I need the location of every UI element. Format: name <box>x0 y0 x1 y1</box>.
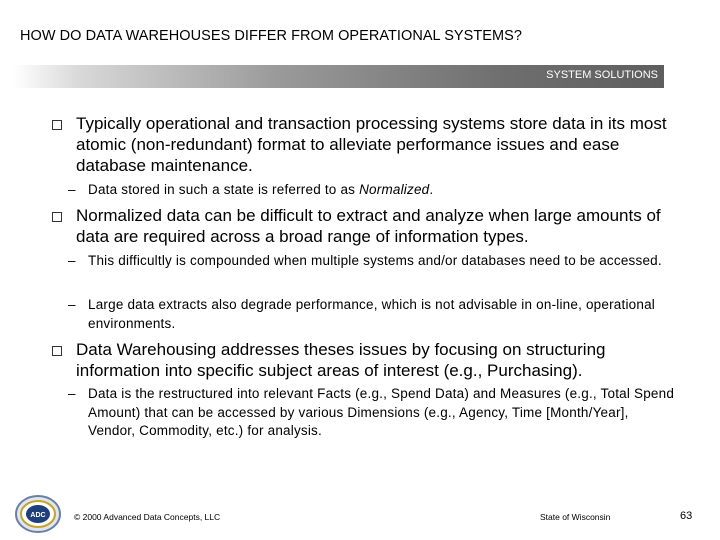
sub-bullet-2-2 <box>68 296 678 333</box>
sub-bullet-3-1 <box>68 385 678 441</box>
sub-text: This difficultly is compounded when multiple systems and/or databases need to be accessed. <box>88 253 662 268</box>
bullet-1: Typically operational and transaction processing systems store data in its most atomic (non-redundant) format to alleviate performance issues and ease database maintenance. <box>76 114 667 175</box>
organization-text: State of Wisconsin <box>540 512 611 522</box>
sub-text-suffix: . <box>429 182 434 197</box>
adc-logo-icon <box>14 494 62 534</box>
bullet-3: Data Warehousing addresses theses issues by focusing on structuring information into specific subject areas of interest (e.g., Purchasing). <box>76 340 606 380</box>
page-number: 63 <box>680 510 693 522</box>
sub-bullet-1-1 <box>68 181 678 200</box>
dash-icon: – <box>68 297 76 312</box>
copyright-text: © 2000 Advanced Data Concepts, LLC <box>74 512 221 522</box>
checkbox-bullet-icon <box>52 346 62 356</box>
dash-icon: – <box>68 386 76 401</box>
section-banner <box>13 65 664 88</box>
checkbox-bullet-icon <box>52 120 62 130</box>
dash-icon: – <box>68 182 76 197</box>
sub-text: Data is the restructured into relevant Facts (e.g., Spend Data) and Measures (e.g., Total Spend Amount) that can be accessed by various Dimensions (e.g., Agency, Time [Month/Year], Vendor, Commodity, etc.) for analysis. <box>88 386 675 438</box>
bullet-2: Normalized data can be difficult to extract and analyze when large amounts of data are required across a broad range of information types. <box>76 206 661 246</box>
sub-text: Large data extracts also degrade performance, which is not advisable in on-line, operational environments. <box>88 297 655 331</box>
logo-text: ADC <box>30 512 46 519</box>
sub-text: Data stored in such a state is referred to as <box>88 182 360 197</box>
checkbox-bullet-icon <box>52 212 62 222</box>
dash-icon: – <box>68 253 76 268</box>
banner-label: SYSTEM SOLUTIONS <box>546 69 658 81</box>
slide-title: HOW DO DATA WAREHOUSES DIFFER FROM OPERATIONAL SYSTEMS? <box>20 28 522 44</box>
sub-bullet-2-1 <box>68 252 678 271</box>
emphasis-term: Normalized <box>359 182 430 197</box>
